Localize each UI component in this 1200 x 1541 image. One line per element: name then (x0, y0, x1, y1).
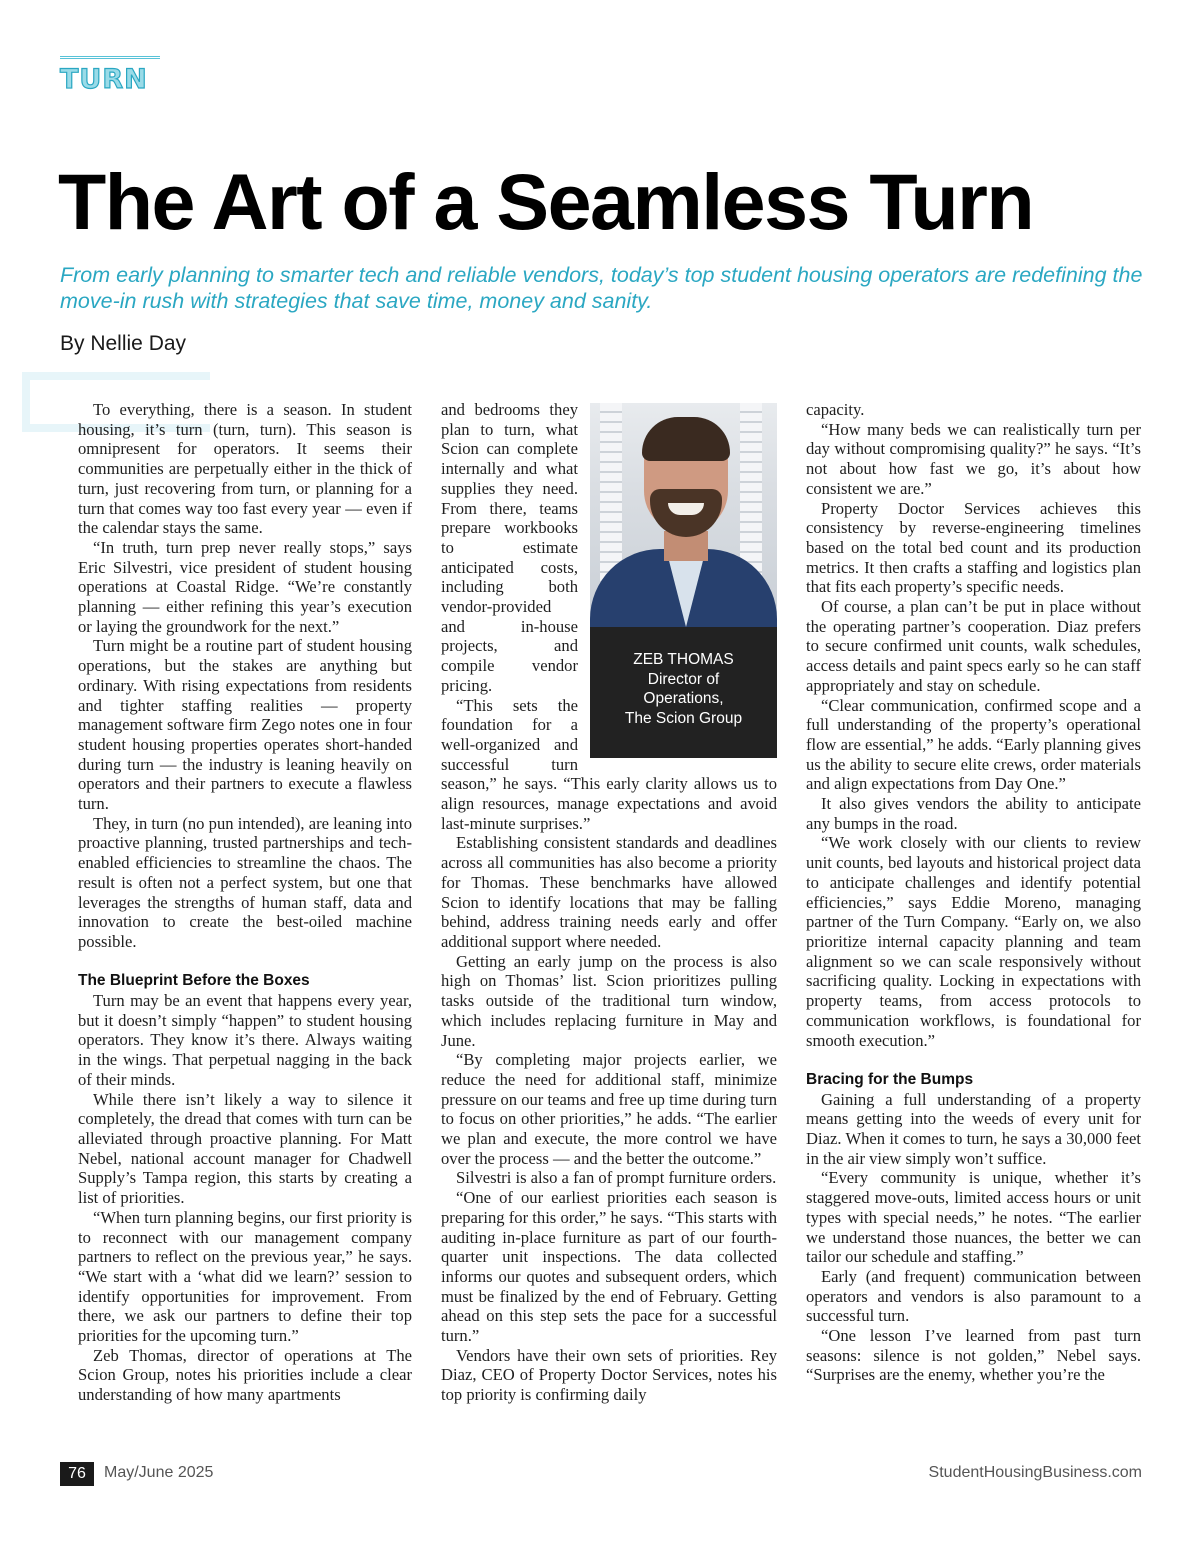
portrait-photo (590, 403, 777, 627)
paragraph: Turn might be a routine part of student housing operations, but the stakes are anything but ordinary. With rising expectations from residents and tighter staffing realities — property management software firm Zego notes one in four student housing properties operates short-handed during turn — the industry is leaning heavily on operators and their partners to execute a flawless turn. (78, 636, 412, 814)
paragraph: They, in turn (no pun intended), are leaning into proactive planning, trusted partnerships and tech-enabled efficiencies to streamline the chaos. The result is often not a perfect system, but one that leverages the strengths of human staff, data and innovation to create the best-oiled machine possible. (78, 813, 412, 951)
paragraph: Getting an early jump on the process is also high on Thomas’ list. Scion prioritizes pulling tasks outside of the traditional turn window, which includes replacing furniture in May and June. (441, 951, 777, 1050)
article-headline: The Art of a Seamless Turn (58, 157, 1034, 246)
paragraph: “This sets the foundation for a well-organized and successful turn season,” he says. “This early clarity allows us to align resources, manage expectations and avoid last-minute surprises.” (441, 695, 777, 833)
caption-name: ZEB THOMAS (633, 651, 734, 668)
section-label: TURN (60, 64, 148, 95)
paragraph: Vendors have their own sets of priorities. Rey Diaz, CEO of Property Doctor Services, notes his top priority is confirming daily (441, 1345, 777, 1405)
portrait-hair (642, 417, 730, 461)
paragraph: and bedrooms they plan to turn, what Scion can complete internally and what supplies they need. From there, teams prepare workbooks to estimate anticipated costs, including both vendor-provided and in-house projects, and compile vendor pricing. (441, 400, 578, 695)
paragraph: Zeb Thomas, director of operations at The Scion Group, notes his priorities include a clear understanding of how many apartments (78, 1345, 412, 1405)
paragraph: “One lesson I’ve learned from past turn seasons: silence is not golden,” Nebel says. “Surprises are the enemy, whether you’re the (806, 1326, 1141, 1385)
article-column-3 (806, 400, 1141, 1385)
page-footer (60, 1462, 1142, 1488)
paragraph: “How many beds we can realistically turn per day without compromising quality?” he says. “It’s not about how fast we go, it’s about how consistent we are.” (806, 419, 1141, 498)
caption-title-1: Director of (647, 670, 720, 688)
paragraph: “We work closely with our clients to review unit counts, bed layouts and historical project data to anticipate challenges and identify potential efficiencies,” says Eddie Moreno, managing partner of the Turn Company. “Early on, we also prioritize internal capacity planning and team alignment so we can scale responsively without sacrificing quality. Locking in expectations with property teams, from access protocols to communication workflows, is foundational for smooth execution.” (806, 833, 1141, 1050)
article-deck: From early planning to smarter tech and reliable vendors, today’s top student housing operators are redefining the move-in rush with strategies that save time, money and sanity. (60, 263, 1143, 313)
paragraph: Property Doctor Services achieves this consistency by reverse-engineering timelines based on the total bed count and its production metrics. It then crafts a staffing and logistics plan that fits each property’s specific needs. (806, 498, 1141, 597)
paragraph: “By completing major projects earlier, we reduce the need for additional staff, minimize pressure on our teams and free up time during turn to focus on other priorities,” he adds. “The earlier we plan and execute, the more control we have over the process — and the better the outcome.” (441, 1050, 777, 1168)
paragraph: “When turn planning begins, our first priority is to reconnect with our management company partners to reflect on the previous year,” he says. “We start with a ‘what did we learn?’ session to identify opportunities for improvement. From there, we ask our partners to define their top priorities for the upcoming turn.” (78, 1207, 412, 1346)
paragraph: “Every community is unique, whether it’s staggered move-outs, limited access hours or unit types with special needs,” he notes. “The earlier we understand those nuances, the better we can tailor our schedule and staffing.” (806, 1168, 1141, 1267)
paragraph: While there isn’t likely a way to silence it completely, the dread that comes with turn can be alleviated through proactive planning. For Matt Nebel, national account manager for Chadwell Supply’s Tampa region, this starts by creating a list of priorities. (78, 1089, 412, 1208)
paragraph: Early (and frequent) communication between operators and vendors is also paramount to a successful turn. (806, 1266, 1141, 1326)
section-tag (60, 56, 160, 95)
paragraph: “One of our earliest priorities each season is preparing for this order,” he says. “This starts with auditing in-place furniture as part of our fourth-quarter unit inspections. The data collected informs our quotes and subsequent orders, which must be finalized by the end of February. Getting ahead on this step sets the pace for a successful turn.” (441, 1188, 777, 1346)
page-number: 76 (60, 1462, 94, 1486)
article-column-1 (78, 400, 412, 1405)
paragraph: Gaining a full understanding of a property means getting into the weeds of every unit for Diaz. When it comes to turn, he says a 30,000 feet in the air view simply won’t suffice. (806, 1089, 1141, 1168)
issue-date: May/June 2025 (104, 1464, 214, 1481)
paragraph: Silvestri is also a fan of prompt furniture orders. (456, 1168, 777, 1188)
photo-with-caption (590, 403, 777, 758)
paragraph: “In truth, turn prep never really stops,” says Eric Silvestri, vice president of student housing operations at Coastal Ridge. “We’re constantly planning — either refining this year’s execution or laying the groundwork for the next.” (78, 537, 412, 636)
subheading-blueprint: The Blueprint Before the Boxes (78, 972, 310, 990)
article-column-2 (441, 400, 777, 1405)
article-byline: By Nellie Day (60, 332, 187, 355)
paragraph: Turn may be an event that happens every year, but it doesn’t simply “happen” to student housing operators. They know it’s there. Always waiting in the wings. That perpetual nagging in the back of their minds. (78, 991, 412, 1089)
photo-caption (590, 650, 777, 728)
subheading-bracing: Bracing for the Bumps (806, 1070, 974, 1088)
caption-company: The Scion Group (624, 709, 743, 727)
website-link[interactable]: StudentHousingBusiness.com (928, 1464, 1142, 1481)
section-rule (60, 56, 160, 59)
caption-title-2: Operations, (643, 690, 724, 707)
paragraph: Establishing consistent standards and deadlines across all communities has also become a priority for Thomas. These benchmarks have allowed Scion to identify locations that may be falling behind, address training needs early and offer additional support where needed. (441, 833, 777, 951)
paragraph: “Clear communication, confirmed scope and a full understanding of the property’s operational flow are essential,” he adds. “Early planning gives us the ability to secure elite crews, order materials and align expectations from Day One.” (806, 695, 1141, 794)
paragraph: To everything, there is a season. In student housing, it’s turn (turn, turn). This season is omnipresent for operators. It seems their communities are perpetually either in the thick of turn, just recovering from turn, or planning for a turn that comes way too fast every year — even if the calendar stays the same. (78, 400, 412, 538)
paragraph: Of course, a plan can’t be put in place without the operating partner’s cooperation. Diaz prefers to secure confirmed unit counts, walk schedules, access details and paint specs early so he can staff appropriately and stay on schedule. (806, 597, 1141, 695)
paragraph: It also gives vendors the ability to anticipate any bumps in the road. (806, 794, 1141, 833)
paragraph: capacity. (806, 400, 865, 419)
